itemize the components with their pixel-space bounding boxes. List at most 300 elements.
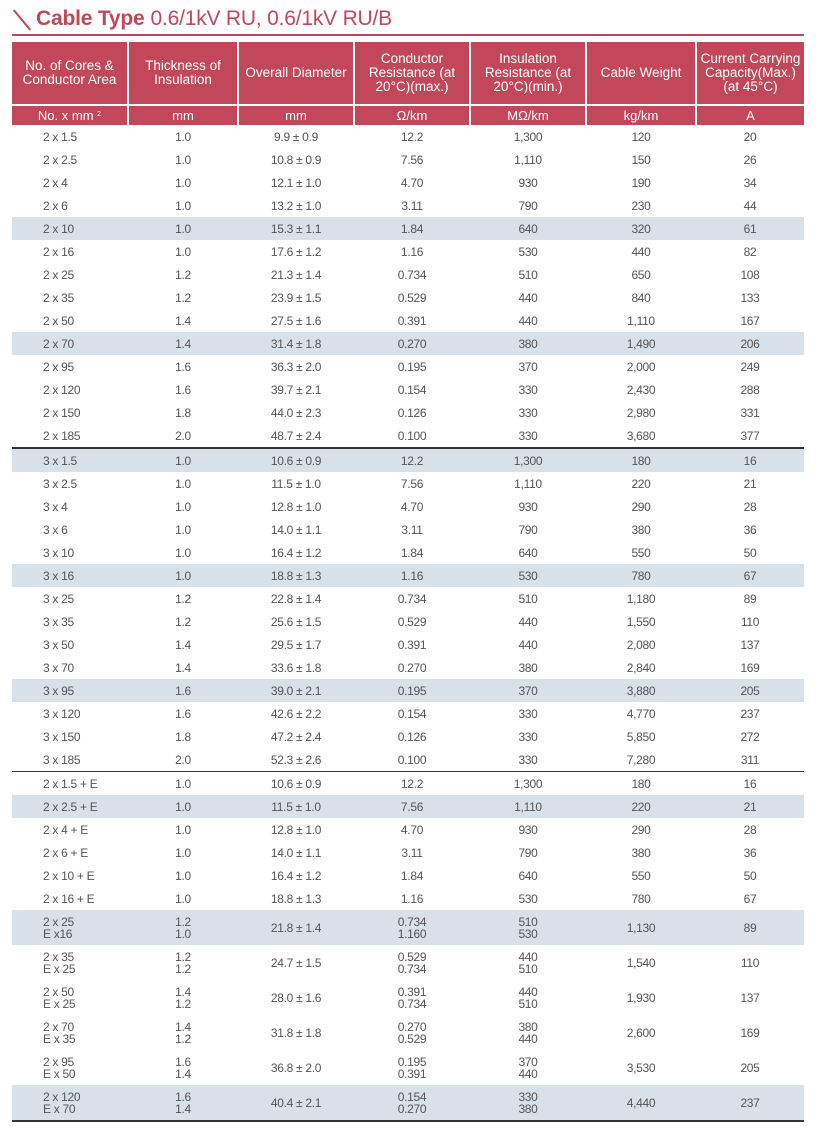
cell-insulation [128,378,238,401]
cell-size-value: 2 x 50 [43,313,74,328]
cell-diameter-value: 31.4 ± 1.8 [270,336,322,351]
cell-insulation-resistance-value: 330 [518,382,538,397]
cell-diameter-value: 9.9 ± 0.9 [274,129,318,144]
cell-diameter [238,841,354,864]
cell-conductor-resistance-value-2: 0.529 [397,1031,427,1046]
table-row [12,309,804,332]
cell-weight-value: 780 [631,568,651,583]
cell-conductor-resistance [354,171,470,194]
cell-conductor-resistance-value: 1.84 [400,545,424,560]
cell-current-value: 36 [743,522,757,537]
unit-overall-diameter: mm [238,105,354,125]
cell-diameter [238,148,354,171]
cell-insulation-value: 2.0 [175,428,191,443]
cell-insulation-resistance [470,263,586,286]
cell-conductor-resistance-value: 0.391 [397,313,427,328]
cell-size-value: 3 x 16 [43,568,74,583]
cell-current [696,887,804,910]
table-row [12,194,804,217]
cell-current-value: 21 [743,799,757,814]
cell-size-value: 3 x 50 [43,637,74,652]
cell-conductor-resistance-value: 4.70 [400,175,424,190]
cell-conductor-resistance-value-2: 0.734 [397,996,427,1011]
table-row [12,610,804,633]
cell-size [12,1050,128,1085]
cell-size [12,148,128,171]
cell-insulation [128,633,238,656]
cell-diameter-value: 36.3 ± 2.0 [270,359,322,374]
cell-diameter-value: 24.7 ± 1.5 [270,955,322,970]
cell-conductor-resistance-value: 0.391 [397,984,427,999]
cell-insulation-value: 1.0 [175,129,191,144]
cell-diameter-value: 39.0 ± 2.1 [270,683,322,698]
cell-current-value: 331 [740,405,760,420]
table-row [12,633,804,656]
cell-conductor-resistance-value: 0.195 [397,1054,427,1069]
cell-conductor-resistance [354,148,470,171]
cell-conductor-resistance [354,424,470,448]
cell-conductor-resistance-value: 3.11 [401,845,423,860]
cell-insulation-value: 1.0 [175,822,191,837]
cell-weight [586,795,696,818]
cell-current-value: 206 [740,336,760,351]
cell-insulation-value: 2.0 [175,752,191,767]
cell-conductor-resistance-value: 7.56 [400,799,424,814]
cell-diameter [238,725,354,748]
table-row [12,679,804,702]
cell-size [12,286,128,309]
cell-current-value: 26 [743,152,757,167]
cell-size-value: 2 x 95 [43,1054,74,1069]
table-row [12,171,804,194]
cell-insulation-resistance-value: 380 [518,660,538,675]
cell-size [12,980,128,1015]
cell-insulation-value: 1.6 [175,382,191,397]
cell-insulation-value: 1.0 [175,198,191,213]
cell-conductor-resistance-value: 0.270 [397,336,427,351]
cell-current-value: 28 [743,499,757,514]
cell-diameter-value: 22.8 ± 1.4 [270,591,322,606]
cell-insulation [128,424,238,448]
table-row [12,980,804,1015]
cell-weight-value: 650 [631,267,651,282]
unit-cores-text: No. x mm [37,108,94,123]
cell-conductor-resistance-value: 0.270 [397,660,427,675]
cell-insulation-value: 1.4 [175,313,191,328]
cell-insulation [128,818,238,841]
cell-weight [586,725,696,748]
cell-size [12,495,128,518]
cell-current [696,240,804,263]
cell-weight [586,171,696,194]
cell-weight [586,332,696,355]
cell-size [12,240,128,263]
cell-conductor-resistance-value: 0.195 [397,359,427,374]
cell-current-value: 137 [740,637,760,652]
cell-insulation-resistance-value: 330 [518,1089,538,1104]
cell-size-value: 2 x 16 + E [43,891,95,906]
cell-insulation [128,518,238,541]
cell-insulation-resistance-value: 790 [518,522,538,537]
cell-current [696,125,804,148]
cell-insulation [128,194,238,217]
cell-insulation-resistance [470,772,586,796]
cell-current [696,401,804,424]
cell-conductor-resistance-value: 0.529 [397,290,427,305]
cell-weight-value: 7,280 [626,752,656,767]
cell-insulation-resistance [470,656,586,679]
cell-insulation [128,286,238,309]
cell-size-value: 2 x 50 [43,984,74,999]
cell-size-value: 2 x 1.5 [43,129,77,144]
cell-weight-value: 230 [631,198,651,213]
cell-weight-value: 180 [631,453,651,468]
cell-weight-value: 2,080 [626,637,656,652]
cell-size [12,656,128,679]
cell-diameter-value: 39.7 ± 2.1 [270,382,322,397]
cell-size-value: 2 x 25 [43,267,74,282]
table-row [12,945,804,980]
cell-weight [586,656,696,679]
cell-diameter-value: 29.5 ± 1.7 [270,637,322,652]
cell-diameter-value: 33.6 ± 1.8 [270,660,322,675]
cell-size [12,355,128,378]
cell-current [696,818,804,841]
cell-size-value: 2 x 70 [43,1019,74,1034]
cell-size [12,332,128,355]
cell-insulation-value: 1.0 [175,868,191,883]
cell-size-value-2: E x 70 [43,1101,76,1116]
cell-insulation-resistance [470,309,586,332]
cell-insulation [128,401,238,424]
cell-insulation-resistance [470,980,586,1015]
cell-conductor-resistance [354,194,470,217]
cell-insulation [128,679,238,702]
table-row [12,401,804,424]
cell-size-value: 3 x 4 [43,499,68,514]
cell-insulation-value: 1.0 [175,476,191,491]
cell-current [696,378,804,401]
cell-diameter-value: 16.4 ± 1.2 [270,868,322,883]
cell-weight [586,378,696,401]
cell-current-value: 67 [743,891,757,906]
cell-weight-value: 150 [631,152,651,167]
cell-insulation-value: 1.4 [175,984,191,999]
table-row [12,286,804,309]
cell-weight-value: 220 [631,476,651,491]
cell-current-value: 21 [743,476,757,491]
cell-insulation-value: 1.0 [175,175,191,190]
cell-diameter-value: 15.3 ± 1.1 [270,221,322,236]
table-row [12,424,804,448]
cell-conductor-resistance-value: 3.11 [401,198,423,213]
cell-diameter-value: 16.4 ± 1.2 [270,545,322,560]
cell-insulation-value: 1.6 [175,1054,191,1069]
cell-diameter-value: 23.9 ± 1.5 [270,290,322,305]
cell-insulation-value: 1.2 [175,267,191,282]
cell-insulation-resistance [470,518,586,541]
cell-size [12,587,128,610]
cell-weight-value: 1,550 [626,614,656,629]
cell-current [696,587,804,610]
cell-current [696,725,804,748]
slash-icon [12,8,32,30]
cell-size-value: 2 x 6 [43,198,68,213]
unit-conductor-resistance: Ω/km [354,105,470,125]
cell-size [12,702,128,725]
cell-current-value: 61 [743,221,757,236]
cell-insulation-value: 1.8 [175,729,191,744]
cell-insulation-resistance-value: 330 [518,428,538,443]
cell-size-value: 2 x 35 [43,290,74,305]
cell-weight-value: 190 [631,175,651,190]
cell-weight-value: 5,850 [626,729,656,744]
cell-insulation [128,945,238,980]
cell-size-value: 3 x 2.5 [43,476,77,491]
cell-insulation-resistance [470,448,586,472]
cell-size [12,541,128,564]
cell-current [696,286,804,309]
cell-diameter [238,864,354,887]
cell-insulation-value: 1.4 [175,637,191,652]
table-row [12,656,804,679]
cell-diameter-value: 11.5 ± 1.0 [271,476,321,491]
cell-weight [586,125,696,148]
cell-weight [586,217,696,240]
cell-weight-value: 550 [631,545,651,560]
cell-current [696,702,804,725]
cell-conductor-resistance [354,495,470,518]
cell-insulation [128,125,238,148]
cell-insulation [128,1015,238,1050]
cell-insulation-resistance [470,910,586,945]
cell-insulation [128,355,238,378]
cell-size [12,217,128,240]
cell-insulation-value: 1.6 [175,683,191,698]
cell-insulation-resistance-value: 370 [518,359,538,374]
cell-size-value: 2 x 2.5 + E [43,799,98,814]
cell-current-value: 82 [743,244,757,259]
cell-size-value-2: E x 25 [43,961,76,976]
cell-insulation-value-2: 1.2 [175,961,191,976]
cell-current [696,841,804,864]
cell-conductor-resistance [354,841,470,864]
cell-conductor-resistance [354,448,470,472]
cell-size-value: 3 x 25 [43,591,74,606]
cell-insulation-value: 1.8 [175,405,191,420]
cell-current-value: 237 [740,706,760,721]
cell-current-value: 249 [740,359,760,374]
cell-current-value: 50 [743,545,757,560]
cell-weight-value: 550 [631,868,651,883]
cell-current [696,495,804,518]
cell-current-value: 20 [743,129,757,144]
cell-conductor-resistance-value: 0.391 [397,637,427,652]
cell-conductor-resistance-value: 4.70 [400,499,424,514]
cell-current-value: 205 [740,1060,760,1075]
cell-insulation [128,1085,238,1121]
cell-weight [586,841,696,864]
cell-conductor-resistance [354,1015,470,1050]
cell-size [12,564,128,587]
table-row [12,1015,804,1050]
cell-conductor-resistance [354,679,470,702]
cell-insulation-resistance-value: 640 [518,545,538,560]
cell-insulation-value-2: 1.4 [175,1101,191,1116]
cell-size [12,125,128,148]
cell-conductor-resistance [354,887,470,910]
cell-conductor-resistance-value: 0.154 [397,1089,427,1104]
cell-diameter-value: 21.3 ± 1.4 [270,267,322,282]
cell-insulation-resistance [470,564,586,587]
cell-size-value-2: E x 35 [43,1031,76,1046]
cell-weight [586,980,696,1015]
cell-insulation-resistance-value: 1,300 [513,776,543,791]
cell-size [12,945,128,980]
cell-current-value: 67 [743,568,757,583]
cell-current [696,910,804,945]
cell-insulation-value: 1.0 [175,221,191,236]
cell-current [696,472,804,495]
cell-insulation-resistance [470,725,586,748]
cell-insulation-resistance-value: 330 [518,706,538,721]
table-row [12,148,804,171]
cell-insulation [128,564,238,587]
cell-insulation-resistance [470,401,586,424]
cell-weight-value: 840 [631,290,651,305]
cell-weight [586,633,696,656]
cell-insulation [128,610,238,633]
cell-insulation-resistance-value: 440 [518,637,538,652]
cell-weight [586,309,696,332]
cell-conductor-resistance-value: 12.2 [400,129,424,144]
cell-insulation-resistance [470,171,586,194]
cell-weight-value: 3,530 [626,1060,656,1075]
unit-current-capacity: A [696,105,804,125]
cell-insulation-resistance-value: 440 [518,614,538,629]
cell-current [696,610,804,633]
cell-insulation-value: 1.0 [175,522,191,537]
cell-insulation [128,448,238,472]
cell-insulation-resistance-value: 530 [518,568,538,583]
cell-current-value: 237 [740,1095,760,1110]
cell-insulation-value: 1.0 [175,568,191,583]
cell-insulation-resistance [470,378,586,401]
cell-diameter [238,564,354,587]
cell-conductor-resistance [354,355,470,378]
cell-insulation-resistance-value: 440 [518,313,538,328]
cell-conductor-resistance-value: 3.11 [401,522,423,537]
cell-size [12,633,128,656]
cell-size-value-2: E x16 [43,926,73,941]
cell-weight-value: 2,000 [626,359,656,374]
cell-insulation-resistance [470,795,586,818]
cell-conductor-resistance-value: 0.734 [397,591,427,606]
cell-conductor-resistance [354,702,470,725]
cell-conductor-resistance-value: 0.734 [397,914,427,929]
table-row [12,818,804,841]
cell-conductor-resistance [354,332,470,355]
cell-size-value: 2 x 6 + E [43,845,88,860]
cell-conductor-resistance-value-2: 0.270 [397,1101,427,1116]
cell-weight [586,448,696,472]
cell-insulation-resistance-value-2: 510 [518,996,538,1011]
cell-insulation [128,980,238,1015]
cell-insulation-resistance [470,587,586,610]
cell-insulation-resistance-value-2: 440 [518,1031,538,1046]
cell-diameter-value: 11.5 ± 1.0 [271,799,321,814]
unit-cores-sup: 2 [97,111,102,118]
cell-current-value: 169 [740,1025,760,1040]
cell-insulation-resistance [470,495,586,518]
cell-current [696,148,804,171]
header-overall-diameter: Overall Diameter [238,42,354,105]
title-bold: Cable Type [36,7,145,30]
cell-conductor-resistance [354,472,470,495]
cell-weight-value: 2,980 [626,405,656,420]
cell-diameter-value: 44.0 ± 2.3 [270,405,322,420]
cell-conductor-resistance [354,309,470,332]
cell-conductor-resistance [354,795,470,818]
cell-weight [586,424,696,448]
cell-conductor-resistance-value: 0.100 [397,752,427,767]
cell-weight [586,910,696,945]
header-conductor-resistance: Conductor Resistance (at 20°C)(max.) [354,42,470,105]
cell-insulation-resistance-value: 930 [518,175,538,190]
cell-diameter-value: 10.6 ± 0.9 [270,453,322,468]
cell-conductor-resistance-value: 4.70 [400,822,424,837]
cell-diameter [238,309,354,332]
cell-weight [586,818,696,841]
cell-size-value: 2 x 10 [43,221,74,236]
cell-size-value: 3 x 6 [43,522,68,537]
cell-diameter-value: 14.0 ± 1.1 [270,522,322,537]
cell-diameter-value: 25.6 ± 1.5 [270,614,322,629]
cell-size [12,194,128,217]
cell-conductor-resistance-value: 0.154 [397,706,427,721]
cell-weight-value: 2,600 [626,1025,656,1040]
cell-diameter-value: 42.6 ± 2.2 [270,706,322,721]
cell-insulation-value: 1.4 [175,660,191,675]
cell-size [12,818,128,841]
cell-conductor-resistance-value: 0.195 [397,683,427,698]
cell-diameter [238,795,354,818]
cell-diameter [238,633,354,656]
cell-insulation [128,656,238,679]
cell-insulation [128,217,238,240]
cell-weight-value: 440 [631,244,651,259]
cell-insulation [128,795,238,818]
cell-insulation-value-2: 1.4 [175,1066,191,1081]
cell-current [696,1015,804,1050]
cell-diameter-value: 12.8 ± 1.0 [270,822,322,837]
cell-diameter-value: 28.0 ± 1.6 [270,990,322,1005]
cell-size-value: 3 x 10 [43,545,74,560]
cell-conductor-resistance-value: 7.56 [400,476,424,491]
cell-insulation-resistance-value: 530 [518,891,538,906]
cell-size-value: 2 x 16 [43,244,74,259]
cell-insulation-resistance-value: 1,300 [513,129,543,144]
table-row [12,541,804,564]
cell-conductor-resistance [354,1085,470,1121]
cell-current-value: 110 [740,955,760,970]
cell-diameter [238,587,354,610]
cell-weight-value: 120 [631,129,651,144]
cell-size-value: 2 x 1.5 + E [43,776,98,791]
cell-conductor-resistance [354,125,470,148]
cell-conductor-resistance [354,818,470,841]
cell-insulation [128,864,238,887]
